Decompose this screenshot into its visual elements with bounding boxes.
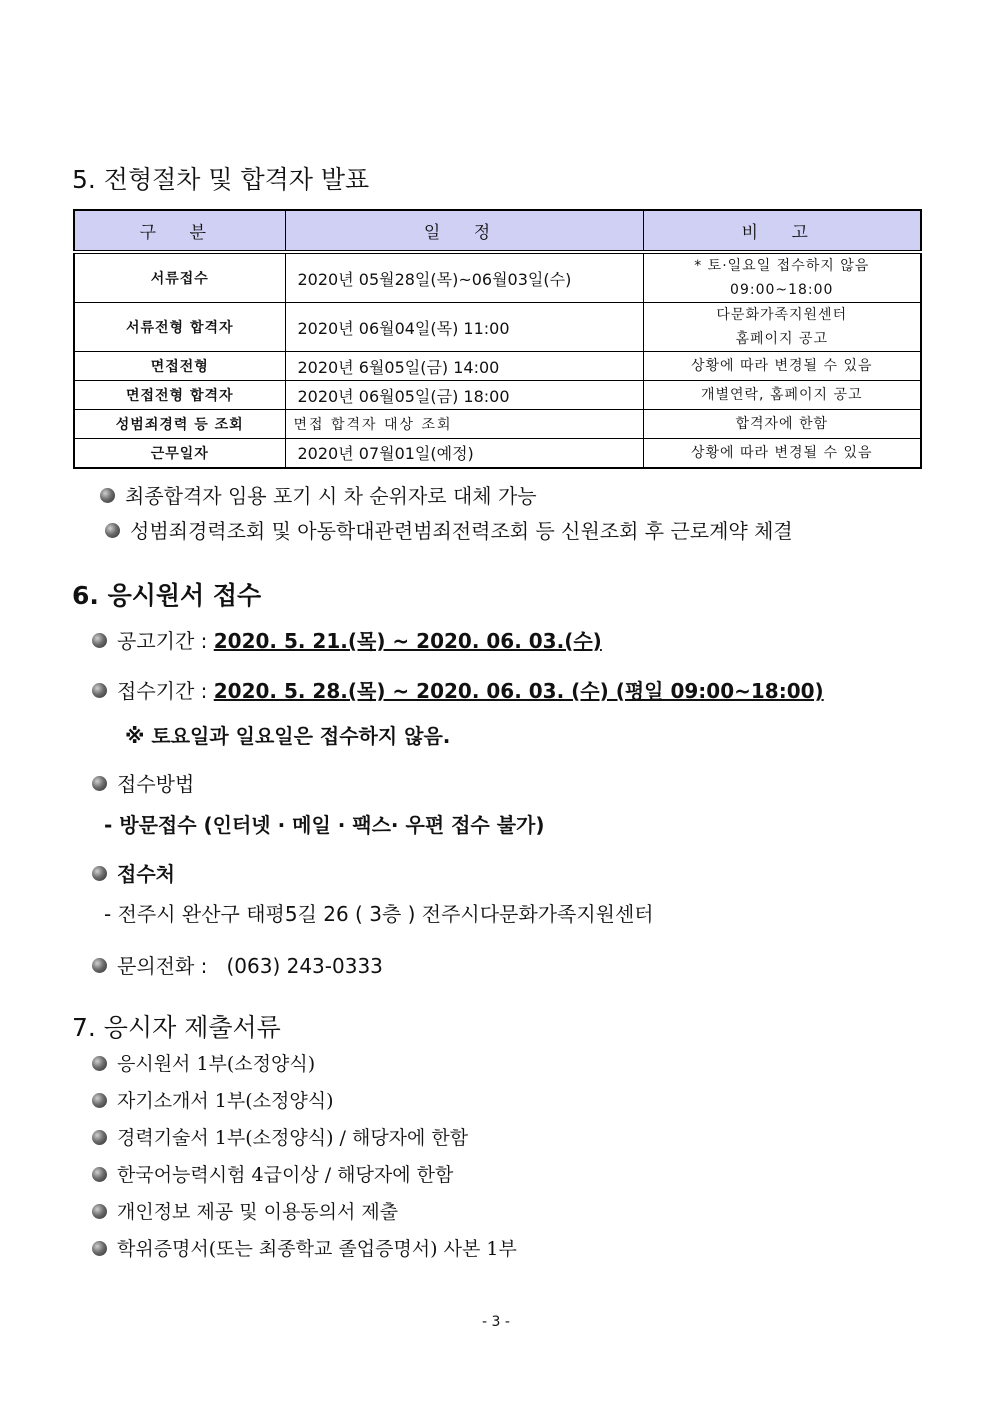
document-item: 자기소개서 1부(소정양식): [92, 1086, 334, 1113]
section6-title: 6. 응시원서 접수: [72, 581, 262, 610]
document-item: 응시원서 1부(소정양식): [92, 1049, 315, 1076]
stage-cell: 근무일자: [74, 439, 285, 468]
bullet-icon: [92, 1204, 107, 1219]
document-item: 개인정보 제공 및 이용동의서 제출: [92, 1197, 398, 1224]
stage-cell: 성범죄경력 등 조회: [74, 410, 285, 439]
note-cell: 다문화가족지원센터 홈페이지 공고: [643, 303, 921, 352]
table-row: [74, 252, 921, 303]
table-row: [74, 381, 921, 410]
bullet-icon: [92, 683, 107, 698]
method-heading: 접수방법: [92, 768, 194, 797]
bullet-icon: [92, 633, 107, 648]
bullet-icon: [92, 1167, 107, 1182]
table-header-row: [74, 210, 921, 252]
bullet-icon: [92, 866, 107, 881]
note-item: 최종합격자 임용 포기 시 차 순위자로 대체 가능: [100, 480, 537, 509]
header-schedule: 일 정: [285, 210, 643, 252]
weekend-note: ※ 토요일과 일요일은 접수하지 않음.: [125, 724, 451, 748]
schedule-cell: 2020년 06월05일(금) 18:00: [285, 381, 643, 410]
schedule-cell: 2020년 06월04일(목) 11:00: [285, 303, 643, 352]
document-item: 경력기술서 1부(소정양식) / 해당자에 한함: [92, 1123, 468, 1150]
bullet-icon: [92, 776, 107, 791]
stage-cell: 서류접수: [74, 252, 285, 303]
section5-title: 5. 전형절차 및 합격자 발표: [72, 165, 370, 194]
bullet-icon: [92, 1241, 107, 1256]
notice-period: 공고기간 : 2020. 5. 21.(목) ~ 2020. 06. 03.(수): [92, 625, 602, 654]
note-item: 성범죄경력조회 및 아동학대관련범죄전력조회 등 신원조회 후 근로계약 체결: [105, 515, 793, 544]
table-row: [74, 410, 921, 439]
stage-cell: 서류전형 합격자: [74, 303, 285, 352]
bullet-icon: [92, 1130, 107, 1145]
stage-cell: 면접전형: [74, 352, 285, 381]
schedule-table: [73, 209, 922, 469]
note-cell: 개별연락, 홈페이지 공고: [643, 381, 921, 410]
note-cell: 상황에 따라 변경될 수 있음: [643, 352, 921, 381]
note-cell: 합격자에 한함: [643, 410, 921, 439]
bullet-icon: [92, 958, 107, 973]
place-heading: 접수처: [92, 858, 175, 887]
method-value: - 방문접수 (인터넷 · 메일 · 팩스· 우편 접수 불가): [104, 813, 545, 837]
table-row: [74, 303, 921, 352]
schedule-cell: 2020년 05월28일(목)~06월03일(수): [285, 252, 643, 303]
document-item: 한국어능력시험 4급이상 / 해당자에 한함: [92, 1160, 453, 1187]
document-item: 학위증명서(또는 최종학교 졸업증명서) 사본 1부: [92, 1234, 517, 1261]
schedule-cell: 2020년 07월01일(예정): [285, 439, 643, 468]
header-category: 구 분: [74, 210, 285, 252]
table-row: [74, 439, 921, 468]
receipt-period: 접수기간 : 2020. 5. 28.(목) ~ 2020. 06. 03. (수) (평일 09:00~18:00): [92, 675, 824, 704]
table-row: [74, 352, 921, 381]
bullet-icon: [105, 523, 120, 538]
phone-line: 문의전화 : (063) 243-0333: [92, 950, 383, 979]
note-cell: * 토·일요일 접수하지 않음 09:00~18:00: [643, 252, 921, 303]
schedule-cell: 면접 합격자 대상 조회: [285, 410, 643, 439]
header-remarks: 비 고: [643, 210, 921, 252]
schedule-cell: 2020년 6월05일(금) 14:00: [285, 352, 643, 381]
stage-cell: 면접전형 합격자: [74, 381, 285, 410]
bullet-icon: [100, 488, 115, 503]
place-value: - 전주시 완산구 태평5길 26 ( 3층 ) 전주시다문화가족지원센터: [104, 902, 654, 926]
bullet-icon: [92, 1093, 107, 1108]
note-cell: 상황에 따라 변경될 수 있음: [643, 439, 921, 468]
section7-title: 7. 응시자 제출서류: [72, 1013, 281, 1042]
page-number: - 3 -: [482, 1314, 510, 1330]
bullet-icon: [92, 1056, 107, 1071]
